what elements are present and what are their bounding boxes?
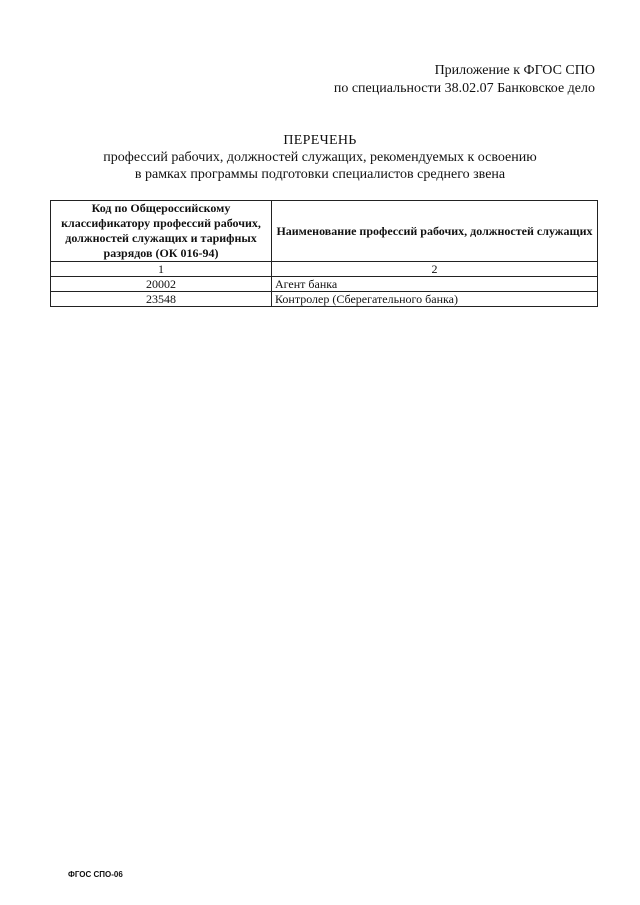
document-subtitle-line-2: в рамках программы подготовки специалистов среднего звена bbox=[134, 167, 506, 182]
column-number-2: 2 bbox=[272, 262, 598, 277]
appendix-line-2: по специальности 38.02.07 Банковское дело bbox=[333, 81, 595, 96]
column-number-1: 1 bbox=[51, 262, 272, 277]
document-subtitle-line-1: профессий рабочих, должностей служащих, рекомендуемых к освоению bbox=[103, 150, 537, 165]
row-name: Контролер (Сберегательного банка) bbox=[272, 292, 598, 307]
professions-table bbox=[50, 200, 598, 307]
document-heading: ПЕРЕЧЕНЬ bbox=[283, 133, 357, 148]
row-code: 23548 bbox=[51, 292, 272, 307]
header-name: Наименование профессий рабочих, должностей служащих bbox=[272, 201, 598, 262]
header-code: Код по Общероссийскому классификатору профессий рабочих, должностей служащих и тарифных разрядов (ОК 016-94) bbox=[51, 201, 272, 262]
appendix-header bbox=[334, 62, 595, 98]
footer-label: ФГОС СПО-06 bbox=[68, 870, 123, 879]
row-name: Агент банка bbox=[272, 277, 598, 292]
table-header-row bbox=[51, 201, 598, 262]
title-block bbox=[0, 132, 640, 183]
table-row bbox=[51, 277, 598, 292]
column-number-row bbox=[51, 262, 598, 277]
table-row bbox=[51, 292, 598, 307]
appendix-line-1: Приложение к ФГОС СПО bbox=[434, 63, 595, 78]
row-code: 20002 bbox=[51, 277, 272, 292]
